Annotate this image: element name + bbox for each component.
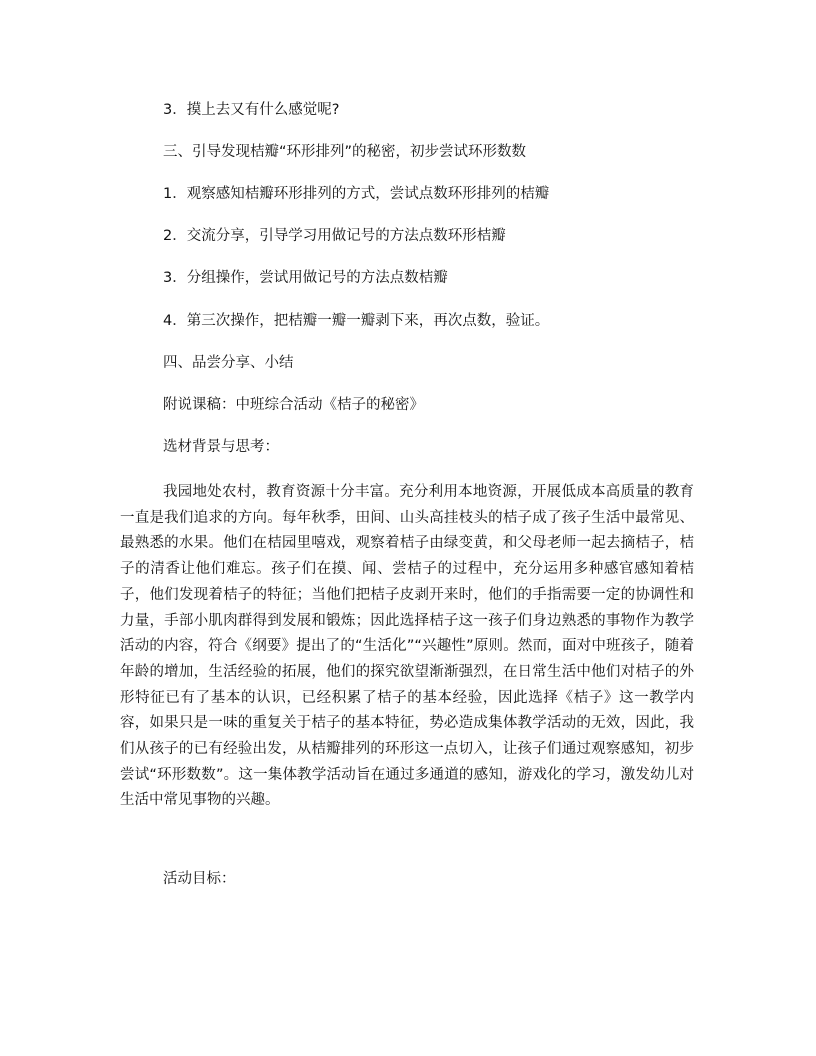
appendix-title: 附说课稿：中班综合活动《桔子的秘密》 (163, 397, 424, 413)
list-item-2-share: 2．交流分享，引导学习用做记号的方法点数环形桔瓣 (163, 228, 506, 244)
objectives-heading: 活动目标： (163, 871, 236, 887)
list-item-3-group: 3．分组操作，尝试用做记号的方法点数桔瓣 (163, 270, 448, 286)
list-item-4-third: 4．第三次操作，把桔瓣一瓣一瓣剥下来，再次点数，验证。 (163, 313, 550, 329)
background-heading: 选材背景与思考： (163, 439, 279, 455)
list-item-3-touch: 3．摸上去又有什么感觉呢? (163, 102, 340, 118)
section-3-heading: 三、引导发现桔瓣“环形排列”的秘密，初步尝试环形数数 (163, 144, 527, 160)
body-paragraph: 我园地处农村，教育资源十分丰富。充分利用本地资源，开展低成本高质量的教育一直是我们追求的方向。每年秋季，田间、山头高挂枝头的桔子成了孩子生活中最常见、最熟悉的水果。他们在桔园里嘻戏，观察着桔子由绿变黄，和父母老师一起去摘桔子，桔子的清香让他们难忘。孩子们在摸、闻、尝桔子的过程中，充分运用多种感官感知着桔子，他们发现着桔子的特征；当他们把桔子皮剥开来时，他们的手指需要一定的协调性和力量，手部小肌肉群得到发展和锻炼；因此选择桔子这一孩子们身边熟悉的事物作为教学活动的内容，符合《纲要》提出了的“生活化”“兴趣性”原则。然而，面对中班孩子，随着年龄的增加，生活经验的拓展，他们的探究欲望渐渐强烈，在日常生活中他们对桔子的外形特征已有了基本的认识，已经积累了桔子的基本经验，因此选择《桔子》这一教学内容，如果只是一味的重复关于桔子的基本特征，势必造成集体教学活动的无效，因此，我们从孩子的已有经验出发，从桔瓣排列的环形这一点切入，让孩子们通过观察感知，初步尝试“环形数数”。这一集体教学活动旨在通过多通道的感知，游戏化的学习，激发幼儿对生活中常见事物的兴趣。 (120, 484, 694, 809)
section-4-heading: 四、品尝分享、小结 (163, 355, 294, 371)
list-item-1-observe: 1．观察感知桔瓣环形排列的方式，尝试点数环形排列的桔瓣 (163, 186, 550, 202)
